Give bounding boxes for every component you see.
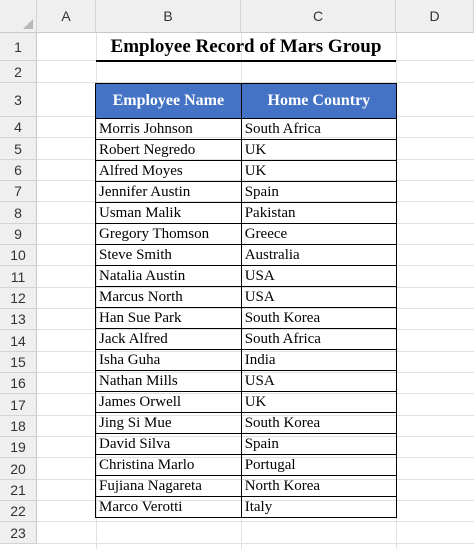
table-body [96, 119, 397, 518]
header-home-country[interactable]: Home Country [241, 84, 396, 119]
home-country-cell[interactable]: Spain [241, 434, 396, 455]
employee-name-cell[interactable]: Christina Marlo [96, 455, 242, 476]
table-row [96, 266, 397, 287]
row-header[interactable]: 1 [0, 33, 37, 61]
table-row [96, 392, 397, 413]
employee-name-cell[interactable]: James Orwell [96, 392, 242, 413]
row-gridline [37, 543, 474, 544]
employee-name-cell[interactable]: Fujiana Nagareta [96, 476, 242, 497]
employee-name-cell[interactable]: Natalia Austin [96, 266, 242, 287]
table-row [96, 287, 397, 308]
home-country-cell[interactable]: UK [241, 392, 396, 413]
row-header[interactable]: 6 [0, 160, 37, 181]
row-header[interactable]: 5 [0, 138, 37, 160]
table-row [96, 245, 397, 266]
row-header[interactable]: 13 [0, 309, 37, 330]
home-country-cell[interactable]: North Korea [241, 476, 396, 497]
title-underline [96, 60, 396, 62]
row-header[interactable]: 16 [0, 373, 37, 394]
row-header[interactable]: 14 [0, 330, 37, 352]
row-header[interactable]: 18 [0, 416, 37, 437]
table-row [96, 329, 397, 350]
table-row [96, 371, 397, 392]
table-row [96, 161, 397, 182]
row-header[interactable]: 19 [0, 437, 37, 458]
home-country-cell[interactable]: Pakistan [241, 203, 396, 224]
header-employee-name[interactable]: Employee Name [96, 84, 242, 119]
row-header[interactable]: 22 [0, 501, 37, 522]
row-header[interactable]: 3 [0, 83, 37, 117]
employee-name-cell[interactable]: Morris Johnson [96, 119, 242, 140]
row-header[interactable]: 4 [0, 117, 37, 138]
home-country-cell[interactable]: South Korea [241, 413, 396, 434]
row-header[interactable]: 17 [0, 394, 37, 416]
column-header-b[interactable]: B [96, 0, 241, 33]
column-header-d[interactable]: D [396, 0, 474, 33]
home-country-cell[interactable]: India [241, 350, 396, 371]
row-header[interactable]: 2 [0, 61, 37, 83]
table-row [96, 497, 397, 518]
employee-name-cell[interactable]: David Silva [96, 434, 242, 455]
employee-name-cell[interactable]: Usman Malik [96, 203, 242, 224]
row-header[interactable]: 21 [0, 480, 37, 501]
row-header[interactable]: 7 [0, 181, 37, 202]
home-country-cell[interactable]: UK [241, 161, 396, 182]
home-country-cell[interactable]: Italy [241, 497, 396, 518]
home-country-cell[interactable]: UK [241, 140, 396, 161]
employee-name-cell[interactable]: Isha Guha [96, 350, 242, 371]
home-country-cell[interactable]: South Africa [241, 119, 396, 140]
employee-name-cell[interactable]: Jack Alfred [96, 329, 242, 350]
table-row [96, 203, 397, 224]
table-row [96, 413, 397, 434]
table-row [96, 350, 397, 371]
home-country-cell[interactable]: Australia [241, 245, 396, 266]
table-row [96, 308, 397, 329]
table-row [96, 434, 397, 455]
home-country-cell[interactable]: USA [241, 371, 396, 392]
employee-name-cell[interactable]: Nathan Mills [96, 371, 242, 392]
table-header-row [96, 84, 397, 119]
row-header[interactable]: 8 [0, 202, 37, 224]
home-country-cell[interactable]: South Korea [241, 308, 396, 329]
row-gridline [37, 521, 474, 522]
table-row [96, 182, 397, 203]
sheet-title[interactable]: Employee Record of Mars Group [110, 36, 382, 57]
column-header-a[interactable]: A [37, 0, 96, 33]
home-country-cell[interactable]: Greece [241, 224, 396, 245]
table-row [96, 476, 397, 497]
employee-name-cell[interactable]: Jing Si Mue [96, 413, 242, 434]
row-header[interactable]: 10 [0, 245, 37, 266]
employee-name-cell[interactable]: Steve Smith [96, 245, 242, 266]
employee-table [95, 83, 397, 518]
home-country-cell[interactable]: South Africa [241, 329, 396, 350]
employee-name-cell[interactable]: Han Sue Park [96, 308, 242, 329]
employee-name-cell[interactable]: Alfred Moyes [96, 161, 242, 182]
employee-name-cell[interactable]: Marco Verotti [96, 497, 242, 518]
select-all-corner[interactable] [0, 0, 37, 33]
home-country-cell[interactable]: USA [241, 287, 396, 308]
row-header[interactable]: 11 [0, 266, 37, 288]
column-header-c[interactable]: C [241, 0, 396, 33]
home-country-cell[interactable]: USA [241, 266, 396, 287]
employee-name-cell[interactable]: Jennifer Austin [96, 182, 242, 203]
table-row [96, 455, 397, 476]
home-country-cell[interactable]: Spain [241, 182, 396, 203]
employee-name-cell[interactable]: Marcus North [96, 287, 242, 308]
row-header[interactable]: 23 [0, 522, 37, 544]
employee-name-cell[interactable]: Robert Negredo [96, 140, 242, 161]
table-row [96, 224, 397, 245]
row-header[interactable]: 15 [0, 352, 37, 373]
row-header[interactable]: 9 [0, 224, 37, 245]
row-header[interactable]: 12 [0, 288, 37, 309]
home-country-cell[interactable]: Portugal [241, 455, 396, 476]
table-row [96, 140, 397, 161]
row-header[interactable]: 20 [0, 458, 37, 480]
employee-name-cell[interactable]: Gregory Thomson [96, 224, 242, 245]
table-row [96, 119, 397, 140]
